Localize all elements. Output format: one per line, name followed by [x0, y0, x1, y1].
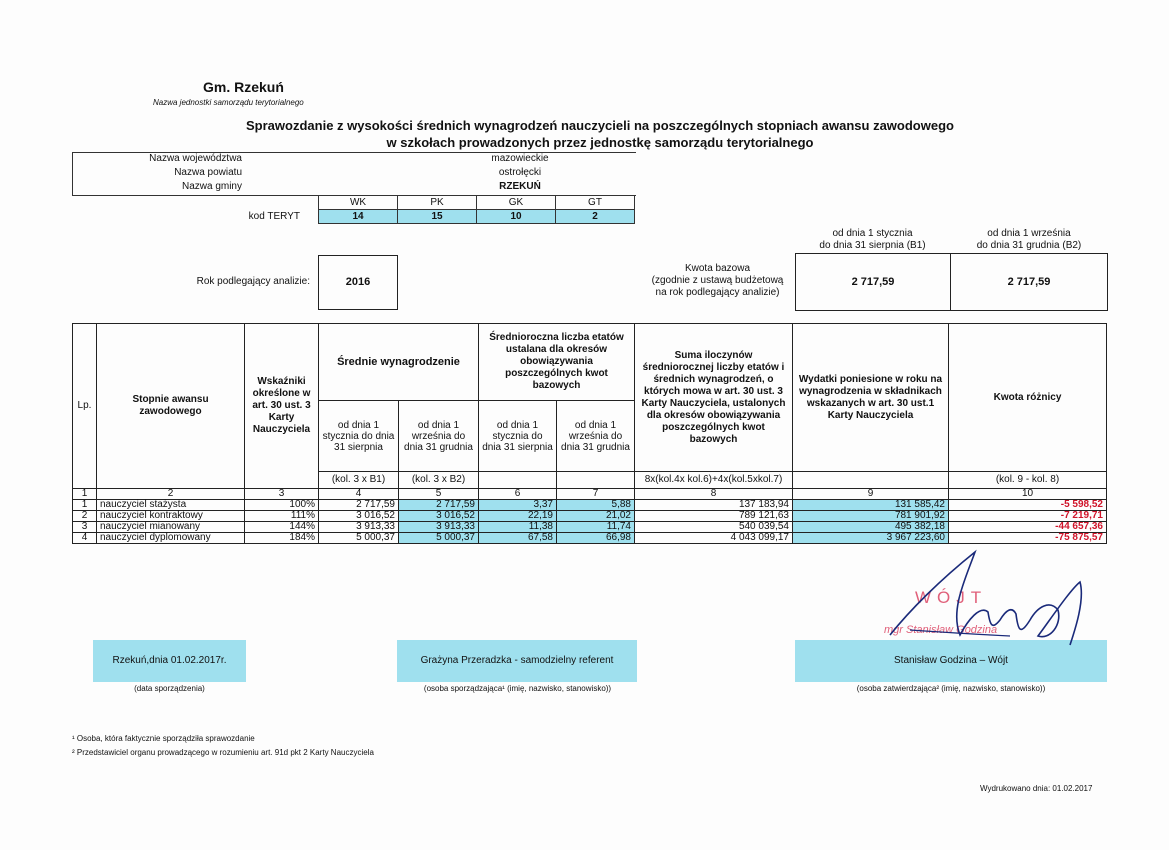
- header-suma-formula: 8x(kol.4x kol.6)+4x(kol.5xkol.7): [635, 472, 793, 489]
- header-et-b2-formula: [557, 472, 635, 489]
- base-amount-b2: 2 717,59: [1007, 276, 1051, 288]
- base-amount-line1: Kwota bazowa: [684, 263, 751, 274]
- year-value: 2016: [345, 276, 371, 288]
- table-row: [73, 522, 1107, 533]
- cell-sr-b2: 3 913,33: [399, 522, 479, 533]
- period-b2-line1: od dnia 1 września: [987, 228, 1071, 239]
- preparer-caption: (osoba sporządzająca¹ (imię, nazwisko, stanowisko)): [423, 684, 612, 693]
- cell-stopien: nauczyciel kontraktowy: [97, 511, 245, 522]
- col-number: 1: [73, 489, 97, 500]
- header-sr-b1-formula: (kol. 3 x B1): [319, 472, 399, 489]
- base-amount-label: [640, 263, 795, 299]
- col-number: 6: [479, 489, 557, 500]
- unit-name: Gm. Rzekuń: [203, 79, 284, 95]
- teryt-label: kod TERYT: [248, 211, 300, 222]
- cell-lp: 2: [73, 511, 97, 522]
- teryt-table: [318, 195, 635, 224]
- preparer-value: Grażyna Przeradzka - samodzielny referent: [420, 655, 614, 666]
- handwritten-signature: [880, 540, 1110, 670]
- table-row: [73, 500, 1107, 511]
- approver-caption: (osoba zatwierdzająca² (imię, nazwisko, stanowisko)): [856, 684, 1046, 693]
- header-et-b1-formula: [479, 472, 557, 489]
- year-label: Rok podlegający analizie:: [196, 276, 310, 287]
- cell-et-b2: 5,88: [557, 500, 635, 511]
- header-et-b1: od dnia 1 stycznia do dnia 31 sierpnia: [479, 401, 557, 472]
- year-value-box: [318, 255, 398, 310]
- cell-wydatki: 131 585,42: [793, 500, 949, 511]
- teryt-col-gk: GK: [477, 196, 556, 210]
- header-sr-b1: od dnia 1 stycznia do dnia 31 sierpnia: [319, 401, 399, 472]
- commune-value: RZEKUŃ: [499, 181, 541, 192]
- teryt-value-gt: 2: [556, 210, 635, 224]
- table-body: [73, 500, 1107, 544]
- base-amount-b2-box: [950, 253, 1108, 311]
- cell-sr-b2: 5 000,37: [399, 533, 479, 544]
- cell-suma: 4 043 099,17: [635, 533, 793, 544]
- base-amount-line3: na rok podlegający analizie): [655, 287, 780, 298]
- voivodeship-value: mazowieckie: [491, 153, 549, 164]
- teryt-value-pk: 15: [398, 210, 477, 224]
- cell-wsk: 144%: [245, 522, 319, 533]
- cell-suma: 137 183,94: [635, 500, 793, 511]
- teryt-value-gk: 10: [477, 210, 556, 224]
- commune-label: Nazwa gminy: [181, 181, 242, 192]
- header-stopnie: Stopnie awansu zawodowego: [97, 324, 245, 489]
- stamp-title: WÓJT: [915, 588, 988, 607]
- col-number: 5: [399, 489, 479, 500]
- col-number: 7: [557, 489, 635, 500]
- cell-sr-b2: 2 717,59: [399, 500, 479, 511]
- header-roznica-formula: (kol. 9 - kol. 8): [949, 472, 1107, 489]
- period-b1-line1: od dnia 1 stycznia: [832, 228, 913, 239]
- col-number: 9: [793, 489, 949, 500]
- cell-wydatki: 781 901,92: [793, 511, 949, 522]
- cell-et-b1: 3,37: [479, 500, 557, 511]
- cell-suma: 789 121,63: [635, 511, 793, 522]
- footnote-1: ¹ Osoba, która faktycznie sporządziła sprawozdanie: [72, 734, 255, 743]
- cell-sr-b1: 3 016,52: [319, 511, 399, 522]
- header-etaty: Średnioroczna liczba etatów ustalana dla okresów obowiązywania poszczególnych kwot bazowych: [479, 324, 635, 401]
- cell-wsk: 184%: [245, 533, 319, 544]
- cell-lp: 3: [73, 522, 97, 533]
- table-row: [73, 511, 1107, 522]
- date-box: [93, 640, 246, 682]
- cell-stopien: nauczyciel dyplomowany: [97, 533, 245, 544]
- county-value: ostrołęcki: [498, 167, 542, 178]
- unit-caption: Nazwa jednostki samorządu terytorialnego: [153, 98, 304, 107]
- stamp-name: mgr Stanisław Godzina: [884, 624, 998, 636]
- cell-sr-b1: 5 000,37: [319, 533, 399, 544]
- report-title-line2: w szkołach prowadzonych przez jednostkę samorządu terytorialnego: [386, 135, 814, 150]
- header-wydatki-formula: [793, 472, 949, 489]
- col-number: 3: [245, 489, 319, 500]
- report-title-line1: Sprawozdanie z wysokości średnich wynagrodzeń nauczycieli na poszczególnych stopniach awansu zawodowego: [246, 118, 954, 133]
- salary-table: [72, 323, 1107, 544]
- col-number: 4: [319, 489, 399, 500]
- header-sr-b2-formula: (kol. 3 x B2): [399, 472, 479, 489]
- date-value: Rzekuń,dnia 01.02.2017r.: [112, 655, 227, 666]
- cell-sr-b1: 2 717,59: [319, 500, 399, 511]
- col-number: 2: [97, 489, 245, 500]
- col-number: 8: [635, 489, 793, 500]
- cell-et-b2: 21,02: [557, 511, 635, 522]
- header-sr-b2: od dnia 1 września do dnia 31 grudnia: [399, 401, 479, 472]
- base-amount-line2: (zgodnie z ustawą budżetową: [651, 275, 784, 286]
- header-srednie: Średnie wynagrodzenie: [319, 324, 479, 401]
- teryt-col-wk: WK: [319, 196, 398, 210]
- teryt-col-gt: GT: [556, 196, 635, 210]
- cell-wydatki: 3 967 223,60: [793, 533, 949, 544]
- col-number: 10: [949, 489, 1107, 500]
- date-caption: (data sporządzenia): [134, 684, 205, 693]
- cell-et-b1: 22,19: [479, 511, 557, 522]
- cell-lp: 4: [73, 533, 97, 544]
- cell-roznica: -7 219,71: [949, 511, 1107, 522]
- period-b1-line2: do dnia 31 sierpnia (B1): [819, 240, 926, 251]
- header-wskazniki: Wskaźniki określone w art. 30 ust. 3 Karty Nauczyciela: [245, 324, 319, 489]
- cell-wydatki: 495 382,18: [793, 522, 949, 533]
- approver-value: Stanisław Godzina – Wójt: [894, 655, 1008, 666]
- period-b2-line2: do dnia 31 grudnia (B2): [976, 240, 1082, 251]
- cell-wsk: 111%: [245, 511, 319, 522]
- cell-lp: 1: [73, 500, 97, 511]
- cell-sr-b2: 3 016,52: [399, 511, 479, 522]
- base-amount-b1: 2 717,59: [851, 276, 895, 288]
- cell-wsk: 100%: [245, 500, 319, 511]
- cell-et-b1: 11,38: [479, 522, 557, 533]
- cell-et-b2: 11,74: [557, 522, 635, 533]
- header-suma: Suma iloczynów średniorocznej liczby etatów i średnich wynagrodzeń, o których mowa w art. 30 ust. 3 Karty Nauczyciela, ustalonych dla okresów obowiązywania poszczególnych kwot bazowych: [635, 324, 793, 472]
- header-lp: Lp.: [73, 324, 97, 489]
- voivodeship-label: Nazwa województwa: [149, 153, 242, 164]
- cell-stopien: nauczyciel mianowany: [97, 522, 245, 533]
- teryt-value-wk: 14: [319, 210, 398, 224]
- teryt-col-pk: PK: [398, 196, 477, 210]
- cell-roznica: -75 875,57: [949, 533, 1107, 544]
- cell-roznica: -5 598,52: [949, 500, 1107, 511]
- cell-suma: 540 039,54: [635, 522, 793, 533]
- header-roznica: Kwota różnicy: [949, 324, 1107, 472]
- printed-date: Wydrukowano dnia: 01.02.2017: [980, 784, 1093, 793]
- cell-stopien: nauczyciel stażysta: [97, 500, 245, 511]
- cell-roznica: -44 657,36: [949, 522, 1107, 533]
- footnote-2: ² Przedstawiciel organu prowadzącego w rozumieniu art. 91d pkt 2 Karty Nauczyciela: [72, 748, 374, 757]
- cell-et-b2: 66,98: [557, 533, 635, 544]
- header-wydatki: Wydatki poniesione w roku na wynagrodzenia w składnikach wskazanych w art. 30 ust.1 Karty Nauczyciela: [793, 324, 949, 472]
- preparer-box: [397, 640, 637, 682]
- header-et-b2: od dnia 1 września do dnia 31 grudnia: [557, 401, 635, 472]
- cell-sr-b1: 3 913,33: [319, 522, 399, 533]
- base-amount-b1-box: [795, 253, 951, 311]
- cell-et-b1: 67,58: [479, 533, 557, 544]
- county-label: Nazwa powiatu: [174, 167, 242, 178]
